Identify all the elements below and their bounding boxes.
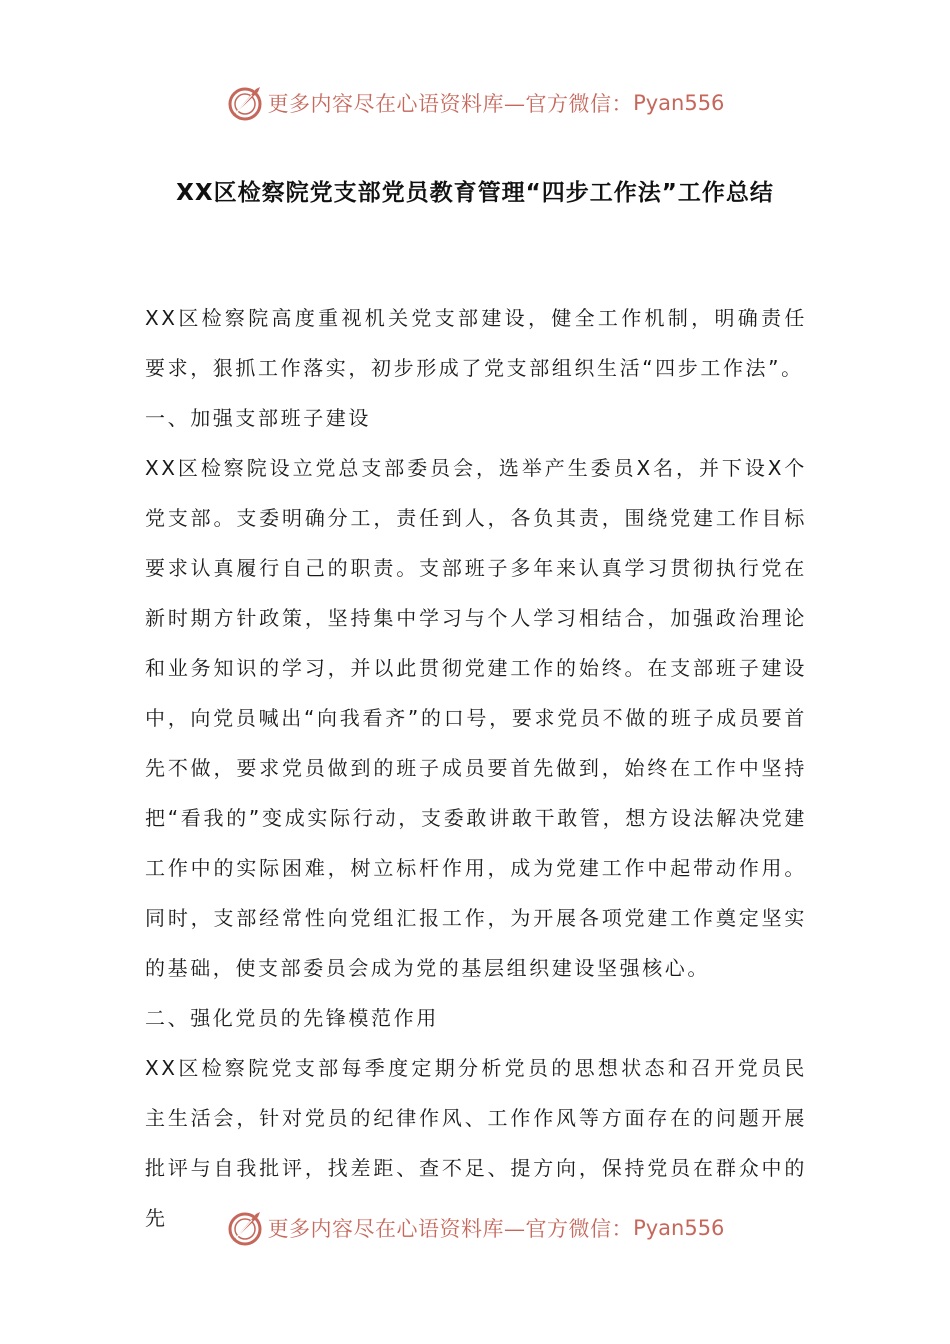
section-heading-1: 一、加强支部班子建设 xyxy=(145,406,371,430)
section-2-paragraph: XX区检察院党支部每季度定期分析党员的思想状态和召开党员民主生活会，针对党员的纪律作风、工作作风等方面存在的问题开展批评与自我批评，找差距、查不足、提方向，保持党员在群众中的先 xyxy=(145,1056,807,1230)
footer-watermark xyxy=(0,1203,950,1253)
section-1-paragraph: XX区检察院设立党总支部委员会，选举产生委员X名，并下设X个党支部。支委明确分工，责任到人，各负其责，围绕党建工作目标要求认真履行自己的职责。支部班子多年来认真学习贯彻执行党在新时期方针政策，坚持集中学习与个人学习相结合，加强政治理论和业务知识的学习，并以此贯彻党建工作的始终。在支部班子建设中，向党员喊出“向我看齐”的口号，要求党员不做的班子成员要首先不做，要求党员做到的班子成员要首先做到，始终在工作中坚持把“看我的”变成实际行动，支委敢讲敢干敢管，想方设法解决党建工作中的实际困难，树立标杆作用，成为党建工作中起带动作用。同时，支部经常性向党组汇报工作，为开展各项党建工作奠定坚实的基础，使支部委员会成为党的基层组织建设坚强核心。 xyxy=(145,456,807,980)
quill-logo-icon xyxy=(226,1208,266,1248)
watermark-text: 更多内容尽在心语资料库—官方微信： xyxy=(267,92,634,116)
quill-logo-icon xyxy=(226,83,266,123)
watermark-handle: Pyan556 xyxy=(633,1216,725,1240)
watermark-text: 更多内容尽在心语资料库—官方微信： xyxy=(267,1217,634,1241)
document-title: XX区检察院党支部党员教育管理“四步工作法”工作总结 xyxy=(176,180,774,206)
intro-paragraph: XX区检察院高度重视机关党支部建设，健全工作机制，明确责任要求，狠抓工作落实，初步形成了党支部组织生活“四步工作法”。 xyxy=(145,306,807,380)
header-watermark xyxy=(0,78,950,128)
document-body xyxy=(145,293,807,1243)
section-heading-2: 二、强化党员的先锋模范作用 xyxy=(145,1006,439,1030)
watermark-handle: Pyan556 xyxy=(633,91,725,115)
